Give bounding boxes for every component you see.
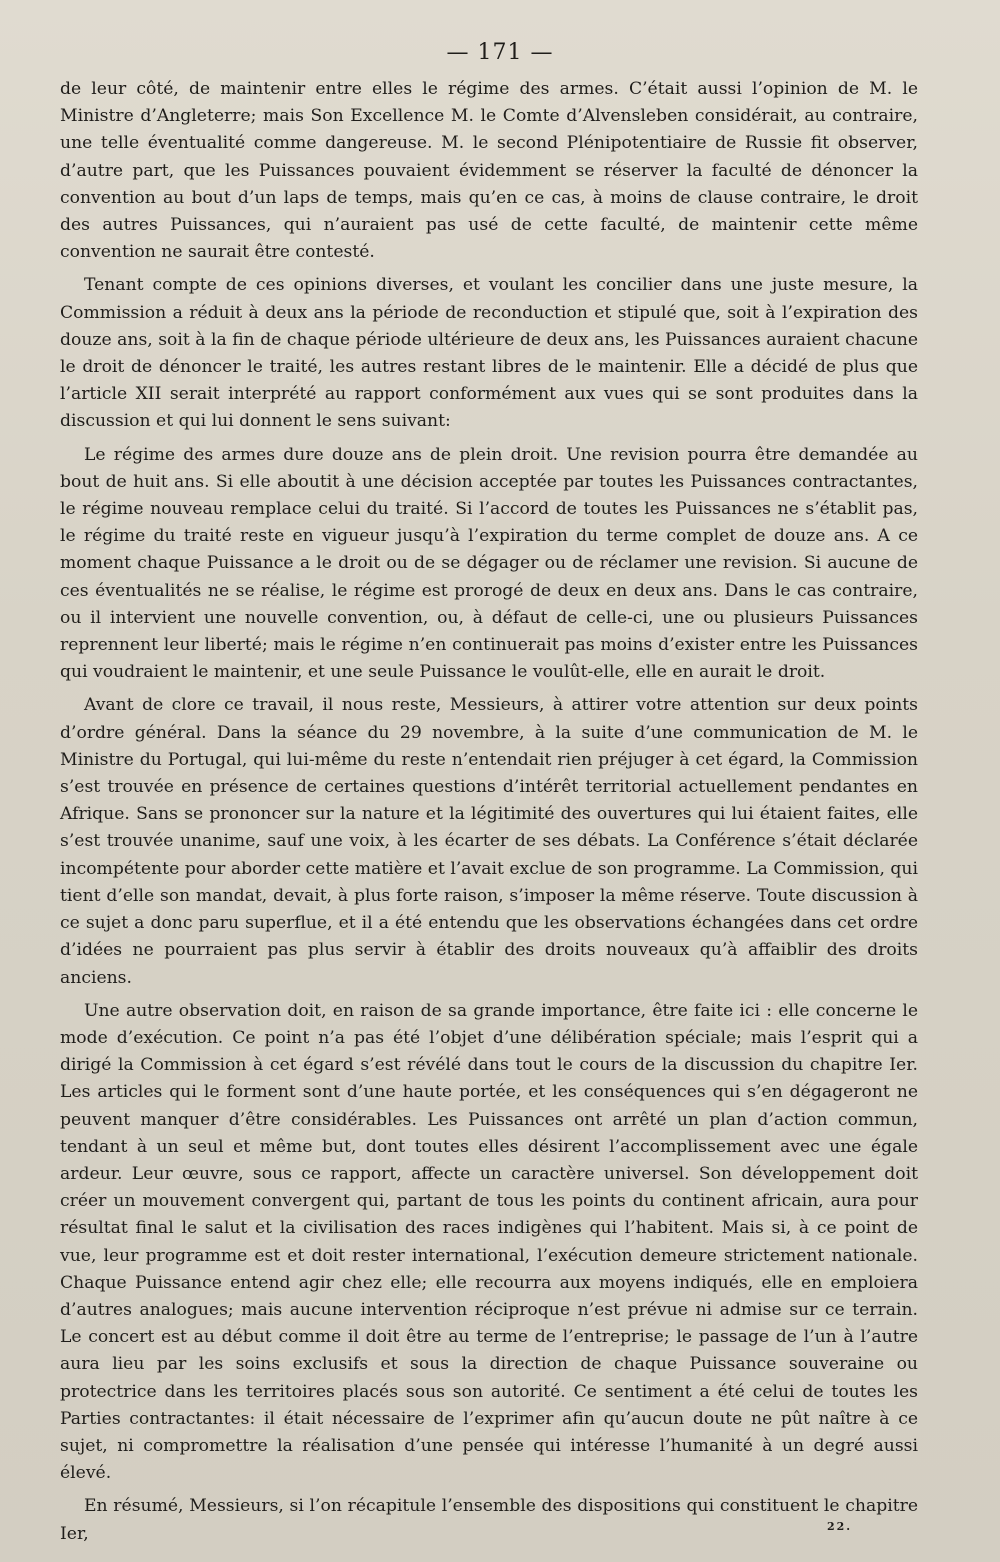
paragraph-continuation: de leur côté, de maintenir entre elles le régime des armes. C’était aussi l’opinion de M. le Ministre d’Angleterre; mais Son Excellence M. le Comte d’Alvensleben considérait, au contraire, une telle éventualité comme dangereuse. M. le second Plénipotentiaire de Russie fit observer, d’autre part, que les Puissances pouvaient évidemment se réserver la faculté de dénoncer la convention au bout d’un laps de temps, mais qu’en ce cas, à moins de clause contraire, le droit des autres Puissances, qui n’auraient pas usé de cette faculté, de maintenir cette même convention ne saurait être contesté. <box>60 79 918 263</box>
paragraph-questions-territoriales: Avant de clore ce travail, il nous reste, Messieurs, à attirer votre attention sur deux points d’ordre général. Dans la séance du 29 novembre, à la suite d’une communication de M. le Ministre du Portugal, qui lui-même du reste n’entendait rien préjuger à cet égard, la Commission s’est trouvée en présence de certaines questions d’intérêt territorial actuellement pendantes en Afrique. Sans se prononcer sur la nature et la légitimité des ouvertures qui lui étaient faites, elle s’est trouvée unanime, sauf une voix, à les écarter de ses débats. La Conférence s’était déclarée incompétente pour aborder cette matière et l’avait exclue de son programme. La Commission, qui tient d’elle son mandat, devait, à plus forte raison, s’imposer la même réserve. Toute discussion à ce sujet a donc paru superflue, et il a été entendu que les observations échangées dans cet ordre d’idées ne pourraient pas plus servir à établir des droits nouveaux qu’à affaiblir des droits anciens. <box>60 695 918 988</box>
paragraph-commission-reconduction: Tenant compte de ces opinions diverses, et voulant les concilier dans une juste mesure, la Commission a réduit à deux ans la période de reconduction et stipulé que, soit à l’expiration des douze ans, soit à la fin de chaque période ultérieure de deux ans, les Puissances auraient chacune le droit de dénoncer le traité, les autres restant libres de le maintenir. Elle a décidé de plus que l’article XII serait interprété au rapport conformément aux vues qui se sont produites dans la discussion et qui lui donnent le sens suivant: <box>60 275 918 432</box>
body-text <box>60 76 918 1548</box>
page-number: — 171 — <box>446 40 554 65</box>
paragraph-mode-execution: Une autre observation doit, en raison de sa grande importance, être faite ici : elle concerne le mode d’exécution. Ce point n’a pas été l’objet d’une délibération spéciale; mais l’esprit qui a dirigé la Commission à cet égard s’est révélé dans tout le cours de la discussion du chapitre Ier. Les articles qui le forment sont d’une haute portée, et les conséquences qui s’en dégageront ne peuvent manquer d’être considérables. Les Puissances ont arrêté un plan d’action commun, tendant à un seul et même but, dont toutes elles désirent l’accomplissement avec une égale ardeur. Leur œuvre, sous ce rapport, affecte un caractère universel. Son développement doit créer un mouvement convergent qui, partant de tous les points du continent africain, aura pour résultat final le salut et la civilisation des races indigènes qui l’habitent. Mais si, à ce point de vue, leur programme est et doit rester international, l’exécution demeure strictement nationale. Chaque Puissance entend agir chez elle; elle recourra aux moyens indiqués, elle en emploiera d’autres analogues; mais aucune intervention réciproque n’est prévue ni admise sur ce terrain. Le concert est au début comme il doit être au terme de l’entreprise; le passage de l’un à l’autre aura lieu par les soins exclusifs et sous la direction de chaque Puissance souveraine ou protectrice dans les territoires placés sous son autorité. Ce sentiment a été celui de toutes les Parties contractantes: il était nécessaire de l’exprimer afin qu’aucun doute ne pût naître à ce sujet, ni compromettre la réalisation d’une pensée qui intéresse l’humanité à un degré aussi élevé. <box>60 1000 918 1484</box>
printer-signature-mark: 22. <box>827 1520 853 1533</box>
paragraph-regime-des-armes: Le régime des armes dure douze ans de plein droit. Une revision pourra être demandée au bout de huit ans. Si elle aboutit à une décision acceptée par toutes les Puissances contractantes, le régime nouveau remplace celui du traité. Si l’accord de toutes les Puissances ne s’établit pas, le régime du traité reste en vigueur jusqu’à l’expiration du terme complet de douze ans. A ce moment chaque Puissance a le droit ou de se dégager ou de réclamer une revision. Si aucune de ces éventualités ne se réalise, le régime est prorogé de deux en deux ans. Dans le cas contraire, ou il intervient une nouvelle convention, ou, à défaut de celle-ci, une ou plusieurs Puissances reprennent leur liberté; mais le régime n’en continuerait pas moins d’exister entre les Puissances qui voudraient le maintenir, et une seule Puissance le voulût-elle, elle en aurait le droit. <box>60 444 918 683</box>
paragraph-resume: En résumé, Messieurs, si l’on récapitule l’ensemble des dispositions qui constituent le chapitre Ier, <box>60 1496 918 1544</box>
